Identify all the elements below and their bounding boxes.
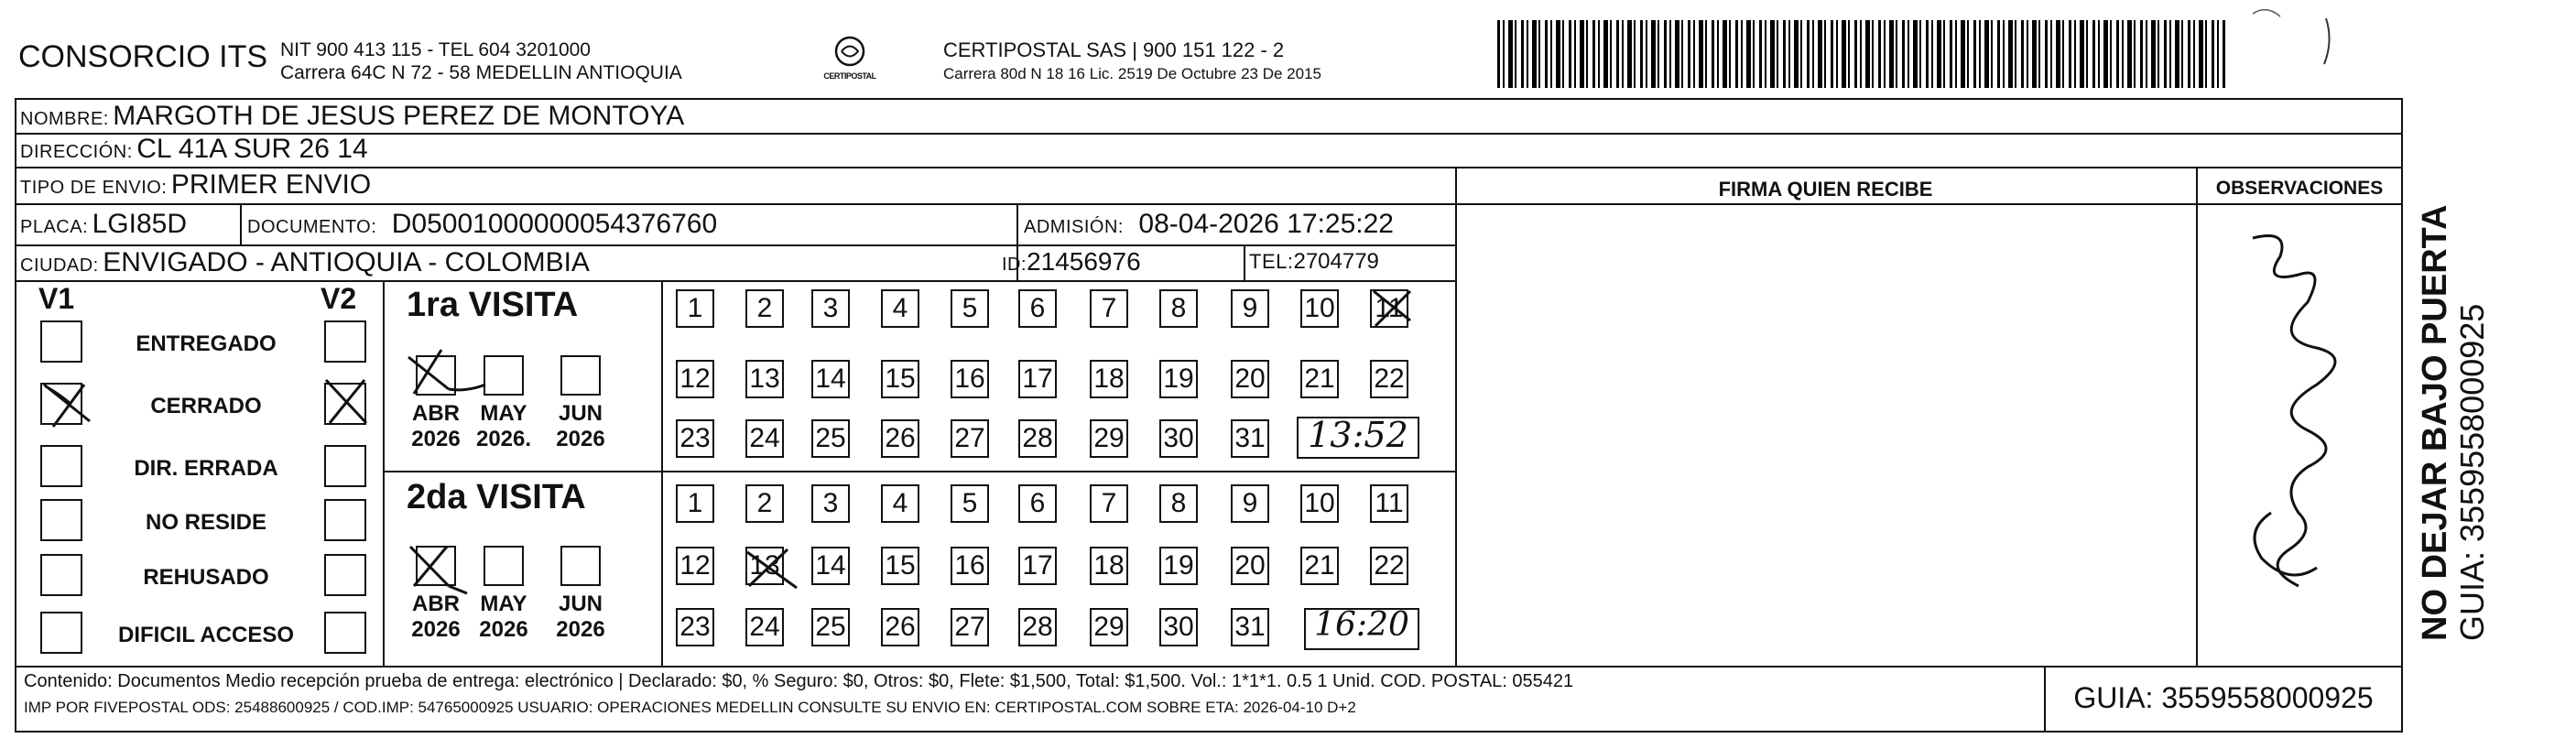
tipo-label: TIPO DE ENVIO: — [20, 178, 168, 198]
direccion-row — [20, 134, 368, 165]
day-box[interactable]: 29 — [1090, 608, 1128, 646]
documento-row — [247, 209, 717, 240]
day-box[interactable]: 4 — [881, 289, 919, 328]
placa-row — [20, 209, 187, 240]
day-box[interactable]: 21 — [1300, 360, 1339, 398]
day-box[interactable]: 27 — [951, 419, 989, 458]
status-label: ENTREGADO — [136, 331, 277, 356]
v2-checkbox[interactable] — [324, 612, 366, 654]
admision-value: 08-04-2026 17:25:22 — [1138, 209, 1394, 239]
status-label: REHUSADO — [143, 565, 269, 590]
month-label: ABR — [412, 592, 460, 616]
day-box[interactable]: 18 — [1090, 547, 1128, 585]
day-box[interactable]: 12 — [676, 547, 714, 585]
status-label: DIFICIL ACCESO — [117, 623, 294, 647]
documento-value: D05001000000054376760 — [391, 209, 718, 239]
placa-value: LGI85D — [92, 209, 187, 239]
day-box[interactable]: 23 — [676, 419, 714, 458]
day-box[interactable]: 2 — [745, 484, 784, 523]
documento-label: DOCUMENTO: — [247, 217, 377, 237]
month-checkbox[interactable] — [484, 546, 524, 586]
visita1-title: 1ra VISITA — [407, 286, 579, 324]
tipo-row — [20, 169, 371, 201]
day-box[interactable]: 5 — [951, 484, 989, 523]
day-box[interactable]: 11 — [1370, 484, 1408, 523]
day-box[interactable]: 14 — [811, 547, 850, 585]
nombre-value: MARGOTH DE JESUS PEREZ DE MONTOYA — [113, 101, 685, 131]
day-box[interactable]: 9 — [1231, 289, 1269, 328]
month-year: 2026 — [556, 617, 605, 642]
side-text — [2416, 128, 2492, 641]
day-box[interactable]: 16 — [951, 360, 989, 398]
day-box[interactable]: 1 — [676, 484, 714, 523]
day-box[interactable]: 19 — [1159, 547, 1198, 585]
v1-checkbox[interactable] — [40, 554, 82, 596]
admision-row — [1024, 209, 1394, 240]
day-box[interactable]: 17 — [1018, 547, 1057, 585]
day-box[interactable]: 1 — [676, 289, 714, 328]
day-box[interactable]: 5 — [951, 289, 989, 328]
nombre-row — [20, 101, 684, 132]
day-box[interactable]: 22 — [1370, 360, 1408, 398]
day-box[interactable]: 20 — [1231, 547, 1269, 585]
day-box[interactable]: 6 — [1018, 484, 1057, 523]
month-year: 2026 — [411, 427, 461, 451]
tel-value: 2704779 — [1293, 249, 1379, 274]
month-label: MAY — [480, 401, 527, 426]
v1-checkbox[interactable] — [40, 320, 82, 363]
day-box[interactable]: 17 — [1018, 360, 1057, 398]
day-box[interactable]: 26 — [881, 608, 919, 646]
v1-checkbox[interactable] — [40, 499, 82, 541]
month-year: 2026 — [411, 617, 461, 642]
month-label: JUN — [558, 592, 603, 616]
day-box[interactable]: 25 — [811, 608, 850, 646]
month-label: MAY — [480, 592, 527, 616]
month-checkbox[interactable] — [560, 355, 601, 396]
certipostal-logo — [813, 33, 886, 88]
day-box[interactable]: 7 — [1090, 484, 1128, 523]
v1-checkbox[interactable] — [40, 612, 82, 654]
day-box[interactable]: 3 — [811, 289, 850, 328]
visita1-time: 13:52 — [1308, 415, 1408, 455]
day-box[interactable]: 21 — [1300, 547, 1339, 585]
v1-checkbox[interactable] — [40, 445, 82, 487]
month-checkbox[interactable] — [416, 355, 456, 396]
day-box[interactable]: 20 — [1231, 360, 1269, 398]
logo-text: CERTIPOSTAL — [823, 71, 876, 81]
month-label: ABR — [412, 401, 460, 426]
ciudad-value: ENVIGADO - ANTIOQUIA - COLOMBIA — [103, 247, 590, 277]
v2-checkbox[interactable] — [324, 383, 366, 425]
firma-label: FIRMA QUIEN RECIBE — [1718, 178, 1933, 201]
id-row — [1002, 247, 1141, 277]
day-box[interactable]: 8 — [1159, 484, 1198, 523]
carrier-line1: CERTIPOSTAL SAS | 900 151 122 - 2 — [943, 38, 1285, 61]
day-box[interactable]: 23 — [676, 608, 714, 646]
day-box[interactable]: 30 — [1159, 608, 1198, 646]
day-box[interactable]: 26 — [881, 419, 919, 458]
tel-label: TEL: — [1249, 250, 1294, 273]
day-box[interactable]: 31 — [1231, 608, 1269, 646]
day-box[interactable]: 30 — [1159, 419, 1198, 458]
day-box[interactable]: 31 — [1231, 419, 1269, 458]
month-year: 2026. — [475, 427, 532, 451]
day-box[interactable]: 28 — [1018, 608, 1057, 646]
month-year: 2026 — [556, 427, 605, 451]
day-box[interactable]: 16 — [951, 547, 989, 585]
v2-label: V2 — [321, 282, 357, 315]
day-box[interactable]: 8 — [1159, 289, 1198, 328]
day-box[interactable]: 3 — [811, 484, 850, 523]
v1-checkbox[interactable] — [40, 383, 82, 425]
day-box[interactable]: 13 — [745, 360, 784, 398]
id-label: ID: — [1002, 255, 1027, 275]
month-label: JUN — [558, 401, 603, 426]
side-line2: GUIA: 3559558000925 — [2453, 303, 2491, 641]
day-box[interactable]: 10 — [1300, 484, 1339, 523]
day-box[interactable]: 29 — [1090, 419, 1128, 458]
carrier-line2: Carrera 80d N 18 16 Lic. 2519 De Octubre 23 De 2015 — [943, 65, 1321, 82]
month-checkbox[interactable] — [560, 546, 601, 586]
day-box[interactable]: 28 — [1018, 419, 1057, 458]
observaciones-label: OBSERVACIONES — [2215, 178, 2384, 199]
day-box[interactable]: 25 — [811, 419, 850, 458]
direccion-label: DIRECCIÓN: — [20, 142, 133, 162]
month-checkbox[interactable] — [484, 355, 524, 396]
day-box[interactable]: 15 — [881, 547, 919, 585]
visita2-time: 16:20 — [1314, 606, 1409, 644]
direccion-value: CL 41A SUR 26 14 — [136, 134, 368, 164]
tipo-value: PRIMER ENVIO — [170, 169, 372, 200]
status-label: DIR. ERRADA — [134, 456, 278, 481]
day-box[interactable]: 7 — [1090, 289, 1128, 328]
v2-checkbox[interactable] — [324, 320, 366, 363]
placa-label: PLACA: — [20, 217, 89, 237]
barcode-scribble — [2234, 0, 2344, 92]
nombre-label: NOMBRE: — [20, 109, 109, 129]
day-box[interactable]: 4 — [881, 484, 919, 523]
barcode — [1497, 20, 2225, 88]
day-box[interactable]: 10 — [1300, 289, 1339, 328]
ciudad-label: CIUDAD: — [20, 255, 99, 276]
day-box[interactable]: 18 — [1090, 360, 1128, 398]
v2-checkbox[interactable] — [324, 554, 366, 596]
v2-checkbox[interactable] — [324, 499, 366, 541]
visita2-title: 2da VISITA — [407, 478, 586, 516]
day-box[interactable]: 24 — [745, 419, 784, 458]
month-year: 2026 — [479, 617, 528, 642]
admision-label: ADMISIÓN: — [1024, 217, 1124, 237]
tel-row — [1249, 249, 1379, 275]
status-label: CERRADO — [150, 394, 262, 418]
day-box[interactable]: 6 — [1018, 289, 1057, 328]
company-name: CONSORCIO ITS — [18, 39, 268, 74]
month-checkbox[interactable] — [416, 546, 456, 586]
company-line1: NIT 900 413 115 - TEL 604 3201000 — [280, 39, 591, 60]
day-box[interactable]: 11 — [1370, 289, 1408, 328]
footer-guia: GUIA: 3559558000925 — [2073, 681, 2374, 714]
company-line2: Carrera 64C N 72 - 58 MEDELLIN ANTIOQUIA — [280, 62, 682, 83]
v1-label: V1 — [38, 282, 75, 315]
v2-checkbox[interactable] — [324, 445, 366, 487]
day-box[interactable]: 13 — [745, 547, 784, 585]
day-box[interactable]: 12 — [676, 360, 714, 398]
signature — [2216, 220, 2381, 650]
day-box[interactable]: 14 — [811, 360, 850, 398]
day-box[interactable]: 2 — [745, 289, 784, 328]
day-box[interactable]: 27 — [951, 608, 989, 646]
status-label: NO RESIDE — [145, 510, 267, 535]
day-box[interactable]: 15 — [881, 360, 919, 398]
side-line1: NO DEJAR BAJO PUERTA — [2416, 204, 2454, 641]
day-box[interactable]: 9 — [1231, 484, 1269, 523]
day-box[interactable]: 24 — [745, 608, 784, 646]
day-box[interactable]: 19 — [1159, 360, 1198, 398]
footer-line2: IMP POR FIVEPOSTAL ODS: 25488600925 / COD.IMP: 54765000925 USUARIO: OPERACIONES MEDELLIN CONSULTE SU ENVIO EN: CERTIPOSTAL.COM SOBRE ETA: 2026-04-10 D+2 — [24, 699, 1356, 716]
footer-line1: Contenido: Documentos Medio recepción prueba de entrega: electrónico | Declarado: $0, % Seguro: $0, Otros: $0, Flete: $1,500, Total: $1,500. Vol.: 1*1*1. 0.5 1 Unid. COD. POSTAL: 055421 — [24, 671, 1574, 691]
id-value: 21456976 — [1027, 247, 1141, 276]
day-box[interactable]: 22 — [1370, 547, 1408, 585]
ciudad-row — [20, 247, 590, 278]
